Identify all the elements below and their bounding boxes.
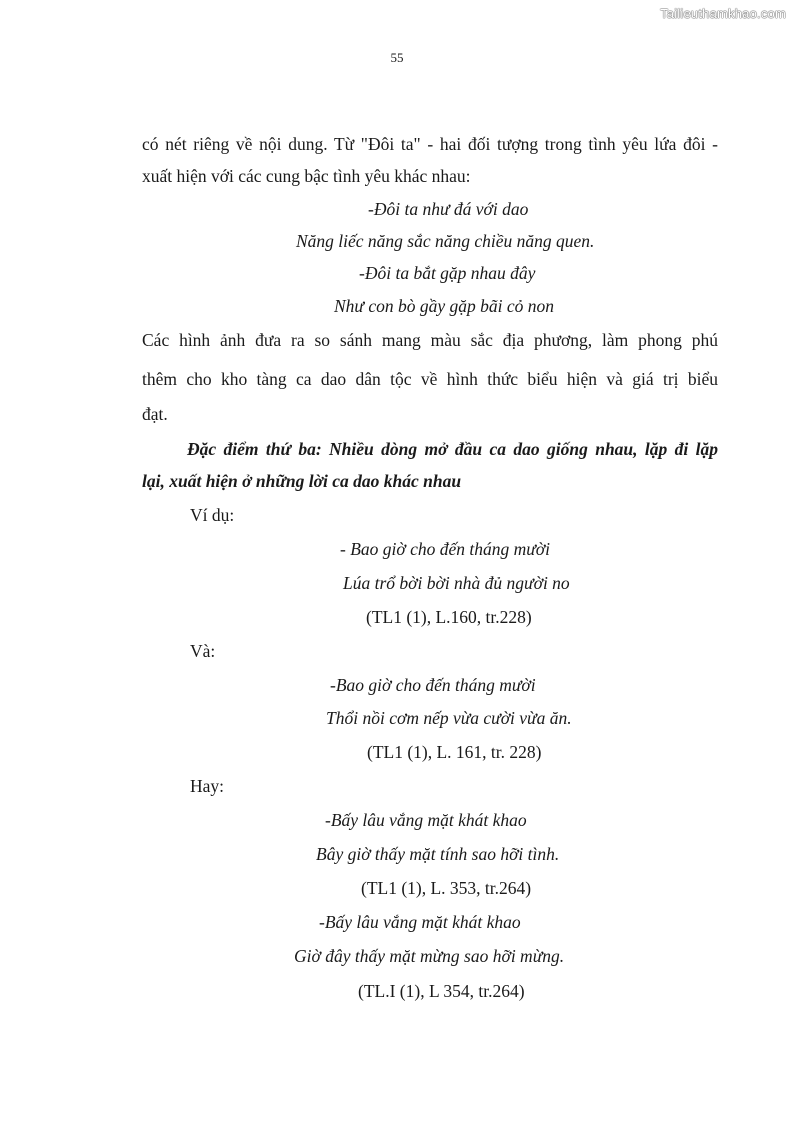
example-label: Ví dụ: (190, 505, 235, 525)
example-4-line-1: -Bấy lâu vắng mặt khát khao (319, 912, 521, 932)
paragraph-2-line-2: thêm cho kho tàng ca dao dân tộc về hình thức biểu hiện và giá trị biểu (142, 369, 718, 389)
and-label: Và: (190, 641, 216, 661)
example-3-line-1: -Bấy lâu vắng mặt khát khao (325, 810, 527, 830)
section-heading-line-1: Đặc điểm thứ ba: Nhiều dòng mở đầu ca dao giống nhau, lặp đi lặp (187, 439, 718, 459)
section-heading-line-2: lại, xuất hiện ở những lời ca dao khác nhau (142, 471, 462, 491)
example-4-line-2: Giờ đây thấy mặt mừng sao hỡi mừng. (294, 946, 565, 966)
example-2-line-1: -Bao giờ cho đến tháng mười (330, 675, 536, 695)
verse-1-line-2: Năng liếc năng sắc năng chiều năng quen. (296, 231, 595, 251)
paragraph-2-line-1: Các hình ảnh đưa ra so sánh mang màu sắc địa phương, làm phong phú (142, 330, 718, 350)
or-label: Hay: (190, 776, 225, 796)
example-2-line-2: Thổi nồi cơm nếp vừa cười vừa ăn. (326, 708, 572, 728)
example-1-line-2: Lúa trổ bời bời nhà đủ người no (343, 573, 570, 593)
example-3-reference: (TL1 (1), L. 353, tr.264) (361, 878, 532, 898)
paragraph-1-line-2: xuất hiện với các cung bậc tình yêu khác nhau: (142, 166, 471, 186)
example-2-reference: (TL1 (1), L. 161, tr. 228) (367, 742, 542, 762)
example-1-line-1: - Bao giờ cho đến tháng mười (340, 539, 550, 559)
paragraph-1-line-1: có nét riêng về nội dung. Từ "Đôi ta" - hai đối tượng trong tình yêu lứa đôi - (142, 134, 718, 154)
verse-1-line-4: Như con bò gầy gặp bãi cỏ non (334, 296, 555, 316)
verse-1-line-1: -Đôi ta như đá với dao (368, 199, 529, 219)
page-number: 55 (390, 50, 404, 65)
paragraph-2-line-3: đạt. (142, 404, 168, 424)
verse-1-line-3: -Đôi ta bắt gặp nhau đây (359, 263, 536, 283)
watermark: Tailieuthamkhao.com (660, 6, 786, 21)
example-4-reference: (TL.I (1), L 354, tr.264) (358, 981, 525, 1001)
example-3-line-2: Bây giờ thấy mặt tính sao hỡi tình. (316, 844, 560, 864)
example-1-reference: (TL1 (1), L.160, tr.228) (366, 607, 532, 627)
